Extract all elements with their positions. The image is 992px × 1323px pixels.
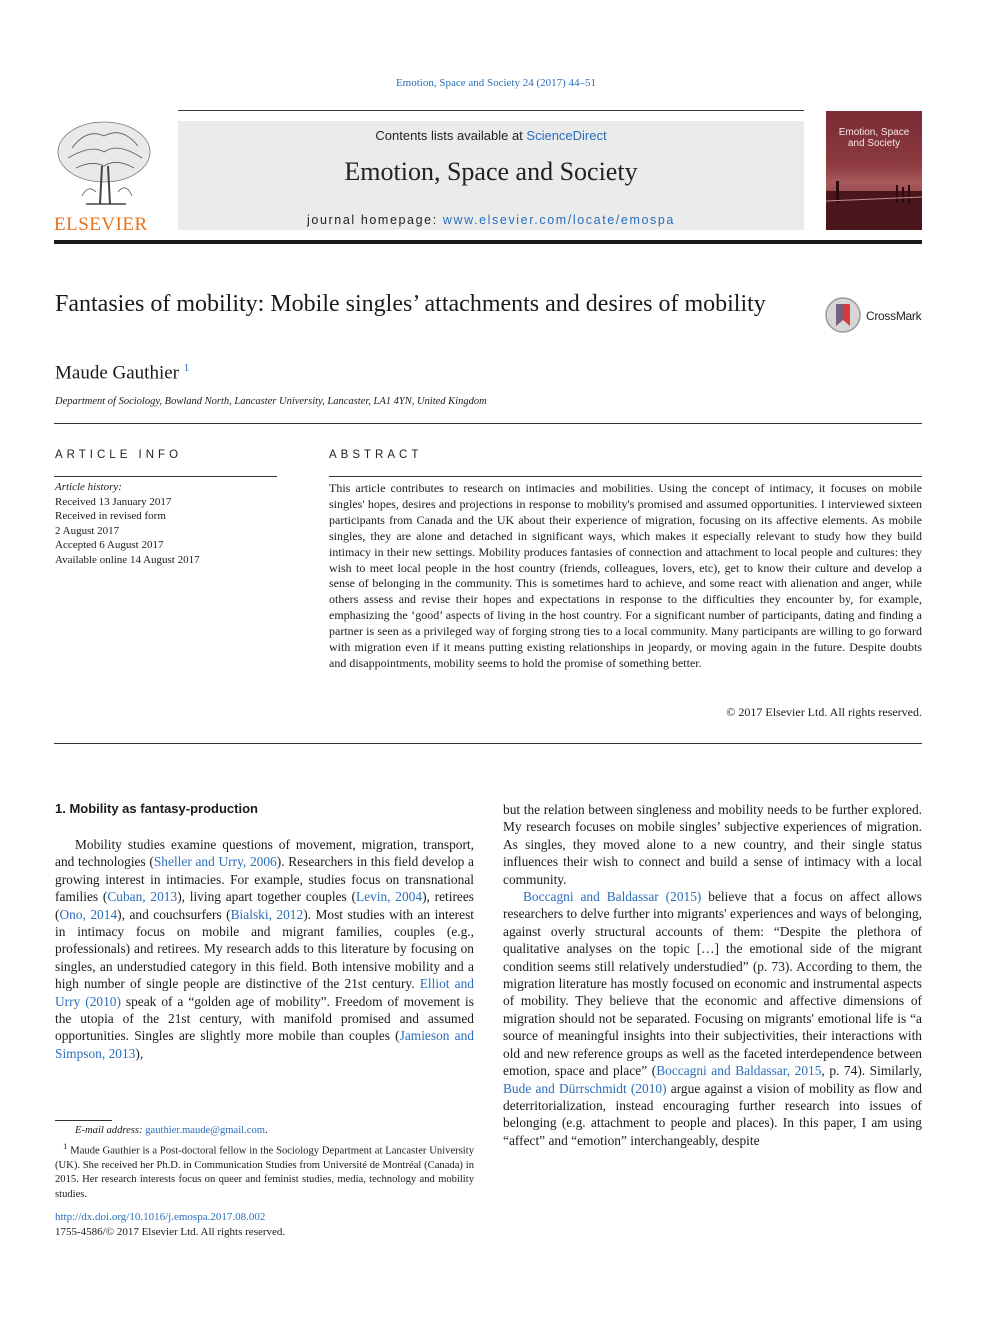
sciencedirect-link[interactable]: ScienceDirect bbox=[526, 128, 607, 143]
abstract-copyright: © 2017 Elsevier Ltd. All rights reserved. bbox=[726, 705, 922, 719]
footnotes bbox=[55, 1124, 474, 1202]
doi-link[interactable]: http://dx.doi.org/10.1016/j.emospa.2017.08.002 bbox=[55, 1211, 266, 1223]
header-bottom-rule bbox=[54, 240, 922, 244]
elsevier-logo[interactable] bbox=[52, 118, 156, 234]
divider bbox=[54, 476, 277, 477]
citation-link[interactable]: Bialski, 2012 bbox=[230, 906, 304, 922]
paragraph bbox=[503, 801, 922, 888]
history-item: Received 13 January 2017 bbox=[55, 495, 172, 508]
crossmark-button[interactable] bbox=[824, 296, 924, 336]
paragraph-text: , p. 74). Similarly, bbox=[821, 1063, 923, 1079]
body-column-right bbox=[503, 801, 922, 1149]
cover-landscape-icon bbox=[826, 171, 922, 230]
journal-title: Emotion, Space and Society bbox=[344, 157, 638, 186]
citation-link[interactable]: Cuban, 2013 bbox=[107, 889, 178, 905]
author-affiliation: Department of Sociology, Bowland North, Lancaster University, Lancaster, LA1 4YN, United Kingdom bbox=[55, 396, 487, 407]
paragraph-text: Mobility studies examine questions of movement, migration, transport, and technologies ( bbox=[55, 837, 474, 870]
history-item: Received in revised form bbox=[55, 510, 166, 522]
citation-link[interactable]: Levin, 2004 bbox=[355, 889, 423, 905]
journal-header-box bbox=[178, 121, 804, 230]
paragraph-text: ), bbox=[135, 1045, 144, 1061]
author-name bbox=[55, 362, 189, 384]
contents-line bbox=[178, 128, 804, 143]
email-label: E-mail address: bbox=[75, 1125, 143, 1136]
abstract-heading: ABSTRACT bbox=[329, 449, 423, 461]
citation-link[interactable]: Sheller and Urry, 2006 bbox=[153, 854, 277, 870]
author-footnote-marker[interactable]: 1 bbox=[183, 362, 190, 374]
journal-cover-image[interactable] bbox=[826, 111, 922, 230]
homepage-prefix: journal homepage: bbox=[307, 213, 443, 227]
history-item: 2 August 2017 bbox=[55, 524, 120, 537]
history-item: Accepted 6 August 2017 bbox=[55, 539, 164, 551]
author-footnote bbox=[55, 1139, 474, 1203]
email-footnote: E-mail address: gauthier.maude@gmail.com. bbox=[75, 1125, 268, 1136]
footnote-marker: 1 bbox=[63, 1140, 68, 1151]
divider bbox=[54, 423, 922, 424]
paragraph-text: ), retirees ( bbox=[55, 889, 475, 922]
elsevier-wordmark: ELSEVIER bbox=[54, 214, 148, 235]
contents-prefix: Contents lists available at bbox=[375, 128, 527, 143]
citation-link[interactable]: Bude and Dürrschmidt (2010) bbox=[503, 1080, 667, 1096]
paragraph-text: ), and couchsurfers ( bbox=[117, 906, 231, 922]
footnote-rule bbox=[55, 1120, 112, 1121]
paragraph-text: argue against a vision of mobility as flow and deterritorialization, instead encouraging further research into issues of belonging (e.g. attachment to people and places). In this paper, I am using “affect” and “emotion” interchangeably, despite bbox=[503, 1080, 923, 1148]
paragraph-text: but the relation between singleness and mobility needs to be further explored. My research focuses on mobile singles’ subjective experiences of migration. As singles, they moved alone to a new country, and their single status influences their wish to connect and build a sense of intimacy with a local community. bbox=[503, 802, 922, 887]
citation-link[interactable]: Jamieson and Simpson, 2013 bbox=[55, 1028, 474, 1061]
paragraph-text: ). Researchers in this field develop a growing interest in intimacies. For example, studies focus on transnational families ( bbox=[55, 854, 474, 905]
cover-title-line-2: and Society bbox=[847, 138, 901, 149]
history-item: Available online 14 August 2017 bbox=[55, 553, 200, 566]
article-title: Fantasies of mobility: Mobile singles’ attachments and desires of mobility bbox=[55, 291, 766, 317]
citation-link[interactable]: Elliot and Urry (2010) bbox=[55, 976, 474, 1009]
crossmark-label: CrossMark bbox=[866, 309, 922, 323]
author-name-text: Maude Gauthier bbox=[55, 362, 179, 384]
paragraph-text: believe that a focus on affect allows researchers to delve further into migrants' experiences and ways of belonging, against overly structural accounts of them: “Despite the plethora of qualitative analyses on the topic […] the emotional side of the migrant condition seems still relatively understudied” (p. 73). According to them, the migration literature has mostly focused on economic and instrumental aspects of mobility. They believe that the economic and affective dimensions of migration should not be separated. Focusing on migrants' emotional life is “a source of meaningful insights into their subjectivities, their interactions with old and new reference groups as well as the faceted interdependence between emotion, space and place” ( bbox=[503, 889, 922, 1079]
paragraph bbox=[55, 836, 474, 1062]
citation-link[interactable]: Boccagni and Baldassar, 2015 bbox=[656, 1063, 822, 1079]
journal-homepage-link[interactable]: www.elsevier.com/locate/emospa bbox=[442, 213, 675, 227]
issn-copyright: 1755-4586/© 2017 Elsevier Ltd. All rights reserved. bbox=[55, 1226, 286, 1238]
citation-link[interactable]: Boccagni and Baldassar (2015) bbox=[523, 889, 702, 905]
journal-homepage-line bbox=[178, 213, 804, 227]
paragraph-text: ), living apart together couples ( bbox=[177, 889, 356, 905]
abstract-text: This article contributes to research on intimacies and mobilities. Using the concept of intimacy, it focuses on mobile singles' hopes, desires and projections in response to mobility's promised and assumed opportunities. I interviewed sixteen participants from Canada and the UK about their experience of migration, focusing on its affective elements. As mobile singles, they are alone and detached in significant ways, which makes it especially relevant to study how they build intimacy in their new settings. Mobility produces fantasies of connection and attachment to local people and cultures: they wish to meet local people in the host country (friends, colleagues, lovers, etc), get to know their culture and develop a sense of belonging in the community. This is sometimes hard to achieve, and some react with alienation and anger, while others assess and revise their hopes and expectations in response to the difficulties they encounter by, for example, emphasizing the ‘good’ aspects of living in the host country. For a significant number of participants, dating and finding a partner is seen as a privileged way of forging strong ties to a local community. Many participants are willing to go forward with migration even if it means putting existing relationships in jeopardy, or moving again in the future. Despite doubts and disappointments, mobility seems to hold the promise of something better. bbox=[329, 481, 922, 670]
journal-citation-link[interactable]: Emotion, Space and Society 24 (2017) 44–51 bbox=[395, 77, 597, 89]
cover-title-line-1: Emotion, Space bbox=[838, 127, 910, 138]
paragraph-text: ). Most studies with an interest in intimacy focus on mobile and migrant families, couples (e.g., professionals) and retirees. My research adds to this literature by focusing on singles, an understudied category in this field. Both intensive mobility and a high number of single people are distinctive of the 21st century. bbox=[55, 906, 475, 992]
crossmark-icon bbox=[824, 296, 862, 334]
body-column-left bbox=[55, 836, 474, 1062]
author-footnote-text: Maude Gauthier is a Post-doctoral fellow in the Sociology Department at Lancaster University (UK). She received her Ph.D. in Communication Studies from Université de Montréal (Canada) in 2015. Her research interests focus on queer and feminist studies, media, technology and mobility studies. bbox=[55, 1145, 474, 1200]
paragraph-text: speak of a “golden age of mobility”. Freedom of movement is the utopia of the 21st century, with manifold promised and assumed opportunities. Singles are slightly more mobile than couples ( bbox=[55, 993, 474, 1044]
divider bbox=[329, 476, 922, 477]
paragraph bbox=[503, 888, 922, 1149]
section-heading: 1. Mobility as fantasy-production bbox=[55, 801, 258, 816]
history-label: Article history: bbox=[55, 481, 122, 493]
header-top-rule bbox=[178, 110, 804, 111]
elsevier-tree-icon bbox=[52, 118, 156, 214]
cover-title bbox=[826, 127, 922, 149]
email-link[interactable]: gauthier.maude@gmail.com bbox=[145, 1125, 266, 1136]
citation-link[interactable]: Ono, 2014 bbox=[59, 906, 118, 922]
article-history bbox=[55, 480, 295, 567]
divider bbox=[54, 743, 922, 744]
article-info-heading: ARTICLE INFO bbox=[55, 449, 183, 461]
